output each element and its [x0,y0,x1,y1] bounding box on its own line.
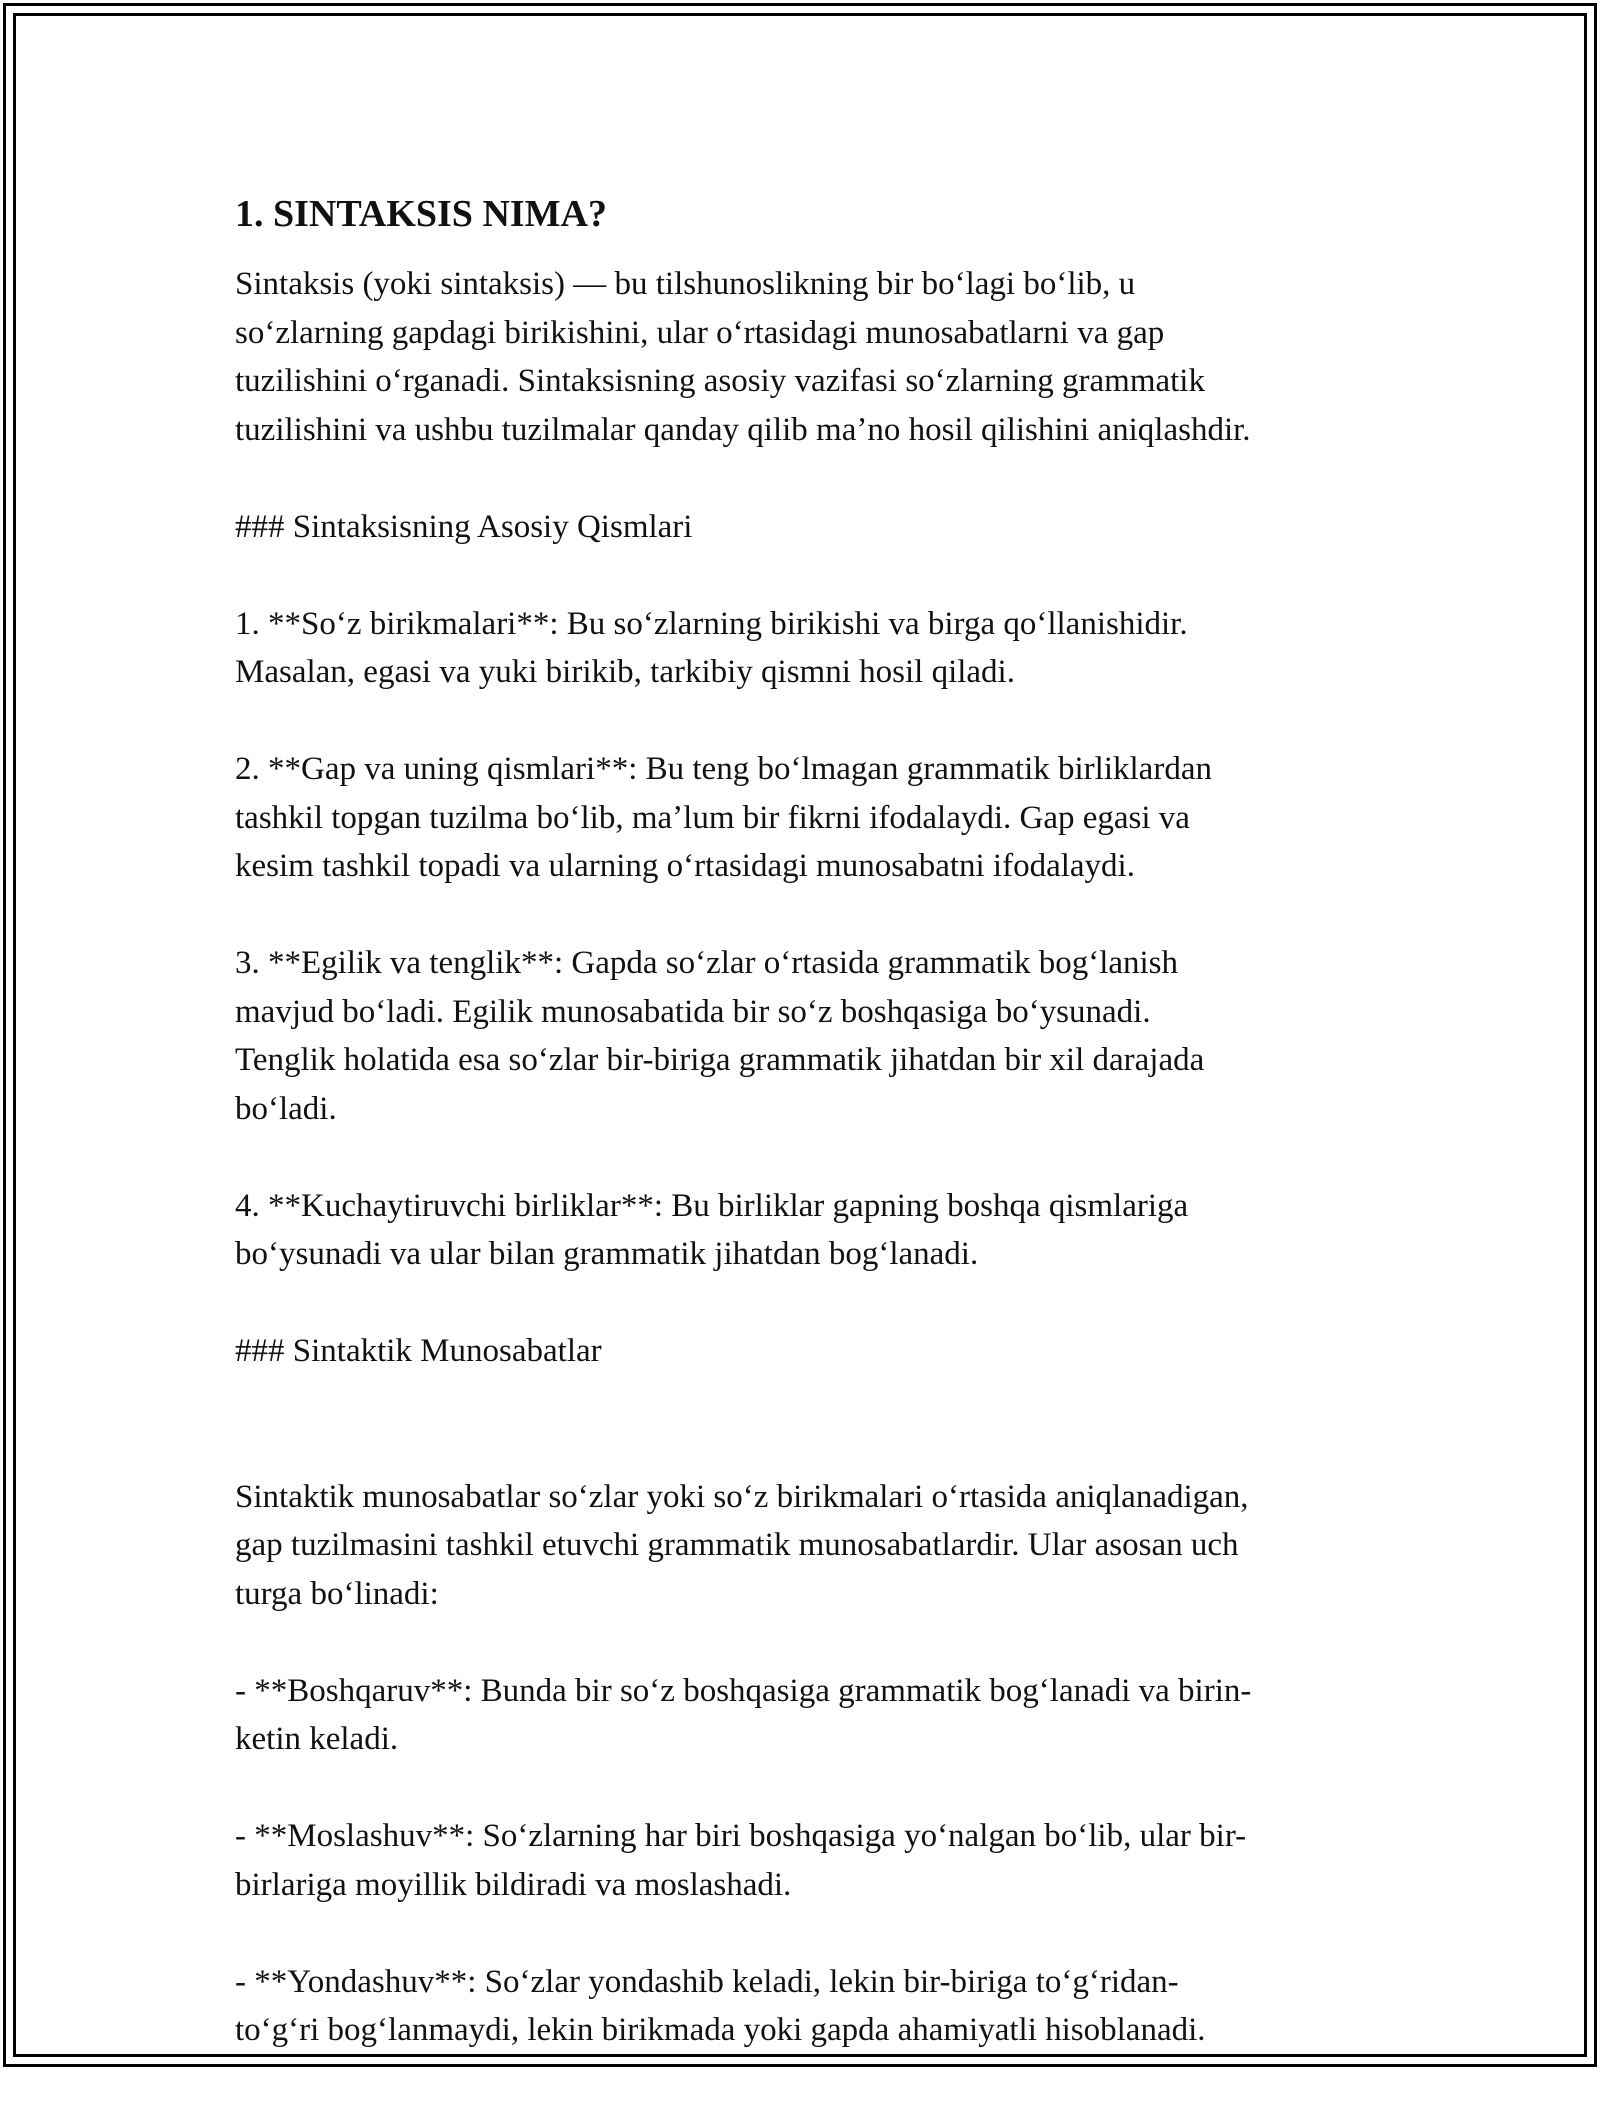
list-item-1: 1. **Soʻz birikmalari**: Bu soʻzlarning birikishi va birga qoʻllanishidir. Masalan, egasi va yuki birikib, tarkibiy qismni hosil qiladi. [235,605,1188,690]
section-heading-sintaktik-munosabatlar: ### Sintaktik Munosabatlar [235,1333,602,1369]
bullet-yondashuv: - **Yondashuv**: Soʻzlar yondashib keladi, lekin bir-biriga toʻgʻridan- toʻgʻri bogʻlanmaydi, lekin birikmada yoki gapda ahamiyatli hisoblanadi. [235,1963,1206,2048]
section-heading-asosiy-qismlari: ### Sintaksisning Asosiy Qismlari [235,508,693,545]
intro-paragraph: Sintaksis (yoki sintaksis) — bu tilshunoslikning bir boʻlagi boʻlib, u soʻzlarning gapdagi birikishini, ular oʻrtasidagi munosabatlarni va gap tuzilishini oʻrganadi. Sintaksisning asosiy vazifasi soʻzlarning grammatik tuzilishini va ushbu tuzilmalar qanday qilib maʼno hosil qilishini aniqlashdir. [235,266,1251,448]
bullet-boshqaruv: - **Boshqaruv**: Bunda bir soʻz boshqasiga grammatik bogʻlanadi va birin- ketin keladi. [235,1672,1252,1757]
list-item-4: 4. **Kuchaytiruvchi birliklar**: Bu birliklar gapning boshqa qismlariga boʻysunadi va ular bilan grammatik jihatdan bogʻlanadi. [235,1187,1189,1272]
document-body [235,188,1385,2103]
list-item-3: 3. **Egilik va tenglik**: Gapda soʻzlar oʻrtasida grammatik bogʻlanish mavjud boʻladi. Egilik munosabatida bir soʻz boshqasiga boʻysunadi. Tenglik holatida esa soʻzlar bir-biriga grammatik jihatdan bir xil darajada boʻladi. [235,945,1205,1127]
document-title: 1. SINTAKSIS NIMA? [235,193,607,235]
list-item-2: 2. **Gap va uning qismlari**: Bu teng boʻlmagan grammatik birliklardan tashkil topgan tuzilma boʻlib, maʼlum bir fikrni ifodalaydi. Gap egasi va kesim tashkil topadi va ularning oʻrtasidagi munosabatni ifodalaydi. [235,751,1212,884]
relations-intro: Sintaktik munosabatlar soʻzlar yoki soʻz birikmalari oʻrtasida aniqlanadigan, gap tuzilmasini tashkil etuvchi grammatik munosabatlardir. Ular asosan uch turga boʻlinadi: [235,1478,1249,1612]
bullet-moslashuv: - **Moslashuv**: Soʻzlarning har biri boshqasiga yoʻnalgan boʻlib, ular bir- birlariga moyillik bildiradi va moslashadi. [235,1818,1247,1903]
relations-block [235,1424,1385,2103]
